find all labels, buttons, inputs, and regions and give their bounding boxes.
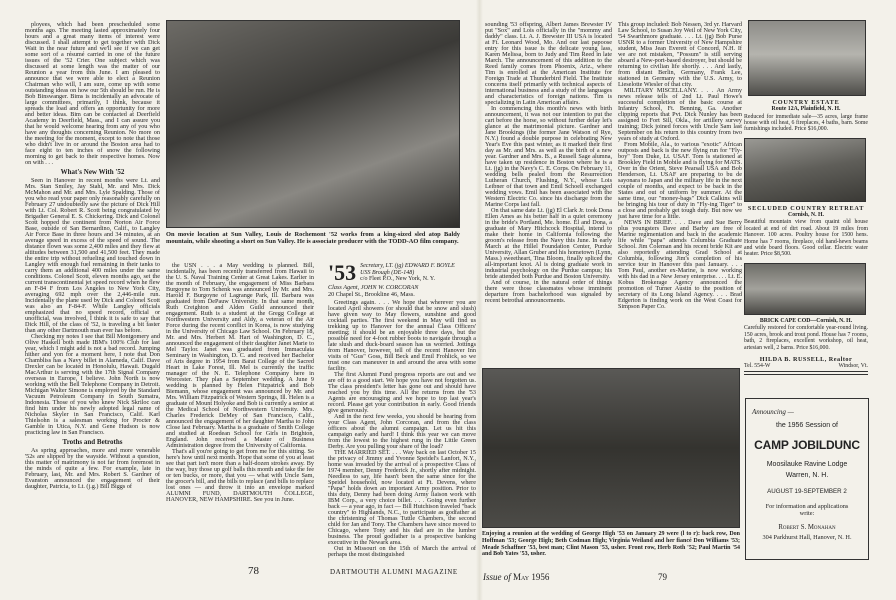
sled-movie-photo bbox=[166, 20, 460, 228]
paragraph: In commencing this month's news with birth announcement, it was not our intention to put the cart before the horse, so without further delay let's glance at the matrimonial picture. Gardner and Jane Brookings (the former Jane Watson of Rye, N.Y.) found a double purpose in celebrating New Year's Eve this past winter, as it marked their first day as Mr. and Mrs. as well as the birth of a new year. Gardner and Mrs. B., a Russell Sage alumna, have taken up residence in Boston where he is a Lt. (jg) in the Navy's C. E. Corps. On February 11, wedding bells pealed from the Resurrection Lutheran Church, Flushing, N.Y., whose Lois Leibner of that town and Emil Schoell exchanged wedding vows. Emil has been associated with the Western Electric Co. since his discharge from the Marine Corps last fall. bbox=[485, 105, 612, 208]
info-line: For information and applications write: bbox=[765, 503, 849, 517]
contact-address: 304 Parkhurst Hall, Hanover, N. H. bbox=[762, 534, 852, 541]
paragraph: MILITARY MISCELLANY. . . . An Army news release tells of 2nd Lt. Paul Howe's successful completion of the basic course at Infantry School, Ft. Benning, Ga. Another clipping reports that Pvt. Dick Nunley has been assigned to Fort Sill, Okla., for artillery survey training; Dick joined forces with Uncle Sam last September on his return to this country from two years of study at Oxford. bbox=[618, 87, 742, 142]
listing-location: Route 12A, Plainfield, N. H. bbox=[771, 106, 841, 112]
lodge-name: Moosilauke Ravine Lodge bbox=[766, 461, 848, 468]
contact-name: Robert S. Monahan bbox=[778, 524, 836, 531]
camp-dates: AUGUST 19-SEPTEMBER 2 bbox=[767, 488, 847, 495]
page-number-left: 78 bbox=[248, 565, 259, 577]
paragraph: Out in Missouri on the 15th of March the arrival of perhaps the most distinguished bbox=[328, 545, 476, 559]
agent-line: Class Agent, JOHN W. CORCORAN bbox=[328, 284, 419, 291]
listing-text: Reduced for immediate sale—35 acres, large frame house with oil heat, 6 fireplaces, 4 baths, barn. Some furnishings included. Price $16,000. bbox=[744, 113, 868, 133]
listing-title: COUNTRY ESTATE bbox=[772, 99, 840, 106]
listing-title: BRICK CAPE COD—Cornish, N. H. bbox=[759, 317, 853, 324]
photo-caption: Enjoying a reunion at the wedding of George High '53 on January 29 were (l to r): back row, Don Hoffman '53; George High; Beth Codman High; Virginia Weiland and her fiancé Don Williams '53; Meade Schaffner '53, best man; Clint Mason '53, usher. Front row, Herb Roth '52; Paul Martin '54 and Bob Yates '53, usher. bbox=[482, 531, 740, 558]
paragraph: From Mobile, Ala., to various "exotic" African outposts and back is the new flying run for "Fly-boy" Tom Duke, Lt. USAF. Tom is stationed at Brookley Field in Mobile and is flying for MATS. Over in the Orient, Steve Pearsall USA and Bob Henderson, Lt. USAF are preparing to bu de sayonara to Japan and the military life in the next couple of months, and expect to be back in the States and out of uniform by summer. At the same time, our "money-bags" Dick Calkins will be bringing his tour of duty in "Fly-ing Tiger" to a close and probably get tough duty. But now we just have time for a little. bbox=[618, 141, 742, 220]
paragraph: Greetings again. . . . We hope that wherever you are located April showers (or should that be snow and slush) have given way to May flowers, sunshine and good cocktail parties. The first weekend in May will find us trekking up to Hanover for the annual Class Officers' meeting; it should be an enjoyable three days, but the possible need for 4-foot rubber boots to navigate through a late slush and duck-board season has us worried. Jottings from Hanover, however, tell of the recent Hanover Inn visits of "Gus" Goss, Bill Beck and Emil Frohlick, so we trust one can maneuver in and around the area with some facility. bbox=[328, 299, 476, 373]
class-header bbox=[328, 260, 476, 285]
paragraph: THE MARRIED SET. . . . Way back on last October 15 the privacy of Jimmy and Yvonne Speidel's Lanfort, N.Y., home was invaded by the arrival of a prospective Class of 1974 member, Denny Frederick Jr., shortly after midnight. Needless to say, life hasn't been the same since for the Speidel household, now located at Ft. Devens, where "Papa" holds down an important Army position. Prior to this duty, Denny had been doing Army liaison work with IBM Corp., a very choice billet. . . . Going even further back — a year ago, in fact — Bill Hutchison traveled "back country" to Highlands, N.C., to participate as godfather at the christening of Thomas Tuttle Chambers, the second child for Jan and Tony. The Chambers have since moved to Chicago, where Tony and his dad are in the lumber business. The proud godfather is a prospective banking executive in the Newark area. bbox=[328, 449, 476, 547]
country-estate-photo bbox=[748, 20, 866, 96]
paragraph: Seen in Hanover in recent months were Lt. and Mrs. Stan Smiley, Jay Stahl, Mr. and Mrs. Dick McMahon and Mr. and Mrs. Lyle Spalding. Those of you who read your paper only reasonably carefully on February 27 undoubtedly saw the picture of Dick Hill with Lt. Col. Robert R. Scott being congratulated by Brigadier General E. S. Chickering. Dick and Colonel Scott hopped the continent from Norton Air Force Base, outside of San Bernardino, Calif., to Langley Air Force Base in three hours and 34 minutes, at an average speed in excess of the speed of sound. The distance flown was some 2,400 miles and they flew at altitudes between 31,500 and 41,500 feet. They made the entire trip without refueling and touched down in Langley with enough fuel remaining in their tanks to carry them an additional 400 miles under the same conditions. Colonel Scott, eleven months ago, set the current transcontinental jet speed record when he flew an F-84 F from Los Angeles to New York City, averaging 692 mph over the 2,446-mile run. Incidentally the plane used by Dick and Colonel Scott was also an F-84-F. While Langley officials emphasized that no speed record, official or unofficial, was involved, I think it is safe to say that Dick Hill, of the class of '52, is traveling a bit faster than any other Dartmouth man ever has before. bbox=[25, 177, 160, 334]
camp-jobildunc-ad bbox=[745, 398, 869, 560]
secretary-line: c/o Fleet P.O., New York, N. Y. bbox=[360, 276, 435, 283]
wedding-group-photo bbox=[482, 368, 740, 528]
realtor-town: Windsor, Vt. bbox=[838, 363, 868, 370]
brick-cape-cod-photo bbox=[744, 263, 866, 315]
right-column-2 bbox=[618, 22, 742, 310]
issue-footer bbox=[483, 572, 549, 582]
town: Warren, N. H. bbox=[785, 472, 829, 479]
class-53-column bbox=[328, 260, 476, 559]
paragraph: As spring approaches, more and more venerable '52s are slipped by the wayside. Without a question, this matter of matrimony is not far from foremost in the minds of quite a few. For example, late in February, last, Mr. and Mrs. Robert S. Gardner of Evanston announced the engagement of their daughter, Patricia, to Lt. (j.g.) Bill Biggs of bbox=[25, 447, 160, 490]
magazine-title: DARTMOUTH ALUMNI MAGAZINE bbox=[330, 568, 458, 576]
paragraph: ployees, which had been prescheduled some months ago. The meeting lasted approximately four hours and a great many items of interest were discussed. I shall attempt to get together with Dick Wait in the near future and we'll see if we can get some sort of a résumé carried in one of the future issues of the '52 Crier. One subject which was discussed at some length was the matter of our Reunion a year from this June. I am pleased to announce that we were able to elect a Reunion Chairman who will, I am sure, come up with some outstanding ideas on how our 5th should be run. He is Bob Binswanger. Bims is incidentally an advocate of large committees, primarily, I think, because it spreads the load and offers an opportunity for more and better ideas. Bim can be contacted at Deerfield Academy in Deerfield, Mass., and I can assure you that he would welcome hearing from any of you who have any thoughts concerning Reunion. No more on the meeting for the moment, except to note that those who didn't live in or around the Boston area had to face eight to ten inches of snow the following morning to get back to their respective homes. Now on with . . . bbox=[25, 21, 160, 166]
announcing-label: Announcing — bbox=[752, 408, 794, 416]
agent-line: 20 Chapel St., Brookline 46, Mass. bbox=[328, 290, 415, 298]
camp-name: CAMP JOBILDUNC bbox=[754, 438, 860, 452]
photo-caption: On movie location at Sun Valley, Louis de Rochemont '52 works from a king-sized sled atop Baldy mountain, while shooting a short on Sun Valley. He is associate producer with the TODD-AO film company. bbox=[166, 231, 460, 245]
listing-title: SECLUDED COUNTRY RETREAT bbox=[747, 204, 865, 212]
secretary-line: Secretary, LT. (jg) EDWARD F. BOYLE bbox=[360, 263, 455, 269]
listing-location: Cornish, N. H. bbox=[788, 211, 824, 218]
country-retreat-photo bbox=[744, 138, 866, 202]
realtor-name: HILDA B. RUSSELL, Realtor bbox=[759, 356, 853, 364]
session-line: the 1956 Session of bbox=[776, 422, 838, 429]
listing-text: Beautiful mountain view from quaint old house located at end of dirt road. About 19 miles from Hanover. 100 acres. Poultry house for 1500 hens. Home has 7 rooms, fireplace, old hand-hewn beams and wide board floors. Good cellar. Electric water heater. Price $8,500. bbox=[744, 219, 868, 258]
paragraph: the USN . . . a May wedding is planned. Bill, incidentally, has been recently transferred from Hawaii to the U. S. Naval Training Center at Great Lakes. Earlier in the month of February, the engagement of Miss Barbara Burgoyne to Tom Schenk was announced by Mr. and Mrs. Harold F. Burgoyne of Lagrange Park, Ill. Barbara was graduated from DePauw University. In that same month, Ruth Creighton and Alden Guild announced their engagement. Ruth is a student at the Gregg College at Northwestern University and Aldy, a veteran of the Air Force during the recent conflict in Korea, is now studying in the University of Chicago Law School. On February 18, Mr. and Mrs. Herbert M. Hart of Washington, D. C., announced the engagement of their daughter Janet Marie to Mel Taylor. Janet was graduated from Immaculata Seminary in Washington, D. C. and received her Bachelor of Arts degree in 1954 from Barat College of the Sacred Heart in Lake Forest, Ill. Mel is currently the traffic manager of the N. E. Telephone Company here in Worcester. They plan a September wedding. A June 9 wedding is planned by Helen Fitzpatrick and Bob Biemann, whose engagement was announced by Mr. and Mrs. William Fitzpatrick of Western Springs, Ill. Helen is a graduate of Mount Holyoke and Bob is currently a senior at the Medical School of Northwestern University. Mrs. Charles Frederick DeMey of San Francisco, Calif., announced the engagement of her daughter Martha to John Close last February. Martha is a graduate of Smith College and studied at Roedean School for Girls in Brighton, England. John received a Master of Business Administration degree from the University of California. bbox=[166, 262, 314, 449]
paragraph: And in the next few weeks, you should be hearing from your Class Agent, John Corcoran, and from the class officers about the alumni campaign. Let us hit this campaign early and hard! I think this year we can move from the lowest to the highest rung in the Little Green Derby. Are you pulling your share of the load? bbox=[328, 413, 476, 451]
right-column-1 bbox=[485, 22, 612, 304]
listing-text: Carefully restored for comfortable year-round living. 150 acres, brook and trout pond. House has 7 rooms, bath, 2 fireplaces, excellent workshop, oil heat, artesian well, 2 barns. Price $16,000. bbox=[744, 325, 868, 351]
issue-prefix: Issue of bbox=[483, 572, 511, 582]
divider bbox=[744, 374, 868, 375]
left-column-2 bbox=[166, 263, 314, 503]
realtor-phone: Tel. 554-W bbox=[744, 363, 771, 370]
paragraph: NEWS IN BRIEF. . . . Dave and Sue Berry plus youngsters Dave and Barby are free of Marine regimentation and back in the academic life while "papa" attends Columbia Graduate School. Jim Coleman and his recent bride Kit are also reportedly attending Grad School at Columbia, following Jim's completion of his service tour in Hanover this past January. . . . Tom Paul, another ex-Marine, is now working with his dad in a New Jersey enterprise. . . . Lt. E. Kobus Brokerage Agency announced the promotion of Turner Austin to the position of secretary of its Long Island Agency. . . . Brad Edgerton is finding work on the West Coast for Simpson Paper Co. bbox=[618, 219, 742, 310]
paragraph: And of course, in the natural order of things there were those classmates whose imminent departure from bachelorhood was signaled by recent betrothal announcements. bbox=[485, 279, 612, 304]
section-heading: What's New With '52 bbox=[60, 168, 125, 176]
paragraph: This group included: Bob Nessen, 3rd yr. Harvard Law School, to Susan Joy Weil of New York City, '54 Swarthmore graduate. . . . Lt. (jg) Bob Purse USNR to a former University of New Hampshire student, Miss Jean Everett of Concord, N.H. If we are not mistaken, "Possum" is still serving aboard a New-port-based destroyer, but should be returning to civilian life shortly. . . . And lastly, from distant Berlin, Germany, Frank Lee, stationed in Germany with the U.S. Army, to Lieselotte Wiesler of that city. bbox=[618, 21, 742, 88]
issue-date: May 1956 bbox=[513, 572, 550, 582]
secretary-line: USS Brough (DE-148) bbox=[360, 269, 415, 276]
real-estate-ad bbox=[744, 20, 868, 375]
paragraph: Checking my notes I see that Bill Montgomery and Olive Haskell both made IBM's 100% Club for last year, which I might add is not a bad record. Jumping hither and yon for a moment here, I note that Don Chambliss has a Navy billet in Alameda, Calif. Dave Drexler can be located in Honolulu, Hawaii. Dugald MacArthur is serving with the 17th Signal Company overseas in Europe, I believe. John North is now working with the Bell Telephone Company in Detroit. Michigan Walter Simone is employed by the Standard Vacuum Petroleum Company in South Sumatra, Indonesia. Those of you who knew Nick Skriloc can find him under his newly adopted legal name of Nicholas Skyler in San Francisco, Calif. Karl Thielsohn is a salesman working for Procter & Gamble in Utica, N.Y. and Gene Hudson is now practicing law in San Francisco. bbox=[25, 333, 160, 436]
page-number-right: 79 bbox=[658, 572, 667, 582]
paragraph: sounding '53 offspring, Albert James Brewster IV put "Sox" and Lois officially in the "mommy and daddy" class. Lt. A. J. Brewster III USA is located at Ft. Leonard Wood, Mo. And our last papoose entry for this issue is the delicate young lass, Karen Melissa, born to Judy and Tim Reed in late March. The announcement of this addition to the Reed family comes from Phoenix, Ariz., where Tim is enrolled at the American Institute for Foreign Trade at Thunderbird Field. The Institute concerns itself primarily with technical aspects of international business and a study of the languages and characteristics of foreign nations. Tim is specializing in Latin American affairs. bbox=[485, 21, 612, 106]
paragraph: The first Alumni Fund progress reports are out and we are off to a good start. We hope you have not forgotten us. The class president's letter has gone out and should have reached you by this time. All the returns from the '53 Agents are encouraging and we hope to top last year's record. Please get your contribution in early. Good friends give generously. bbox=[328, 371, 476, 415]
paragraph: On that same date Lt. (jg) El Clark Jr. took Dona Ellen Ames as his better half in a quiet ceremony in the bride's Portland, Me. home. El and Dona, a graduate of Mary Hitchcock Hospital, intend to make their home in California following the groom's release from the Navy this June. In early March at the Hillel Foundation Center, Purdue University, Allan Gruber and his hometown (Lynn, Mass.) sweetheart, Tina Bloom, finally spliced the all-important knot. Al is doing graduate work in industrial psychology on the Purdue campus; his bride attended both Purdue and Boston University. bbox=[485, 207, 612, 280]
paragraph: That's all you're going to get from me for this sitting. So here's how until next month. Hope that some of you at least see that part isn't more than a half-dozen strokes away. By the way, buy those up golf balls this month and take the fee or ten bucks, or more, that you — what with Uncle Sam, the grocer's bill, and the bills to replace (and bills to replace lost ones — and throw it into an envelope marked ALUMNI FUND, DARTMOUTH COLLEGE, HANOVER, NEW HAMPSHIRE. See you in June. bbox=[166, 448, 314, 503]
left-column-1 bbox=[25, 22, 160, 490]
section-heading: Troths and Betroths bbox=[62, 438, 123, 446]
class-numeral: '53 bbox=[328, 260, 357, 285]
